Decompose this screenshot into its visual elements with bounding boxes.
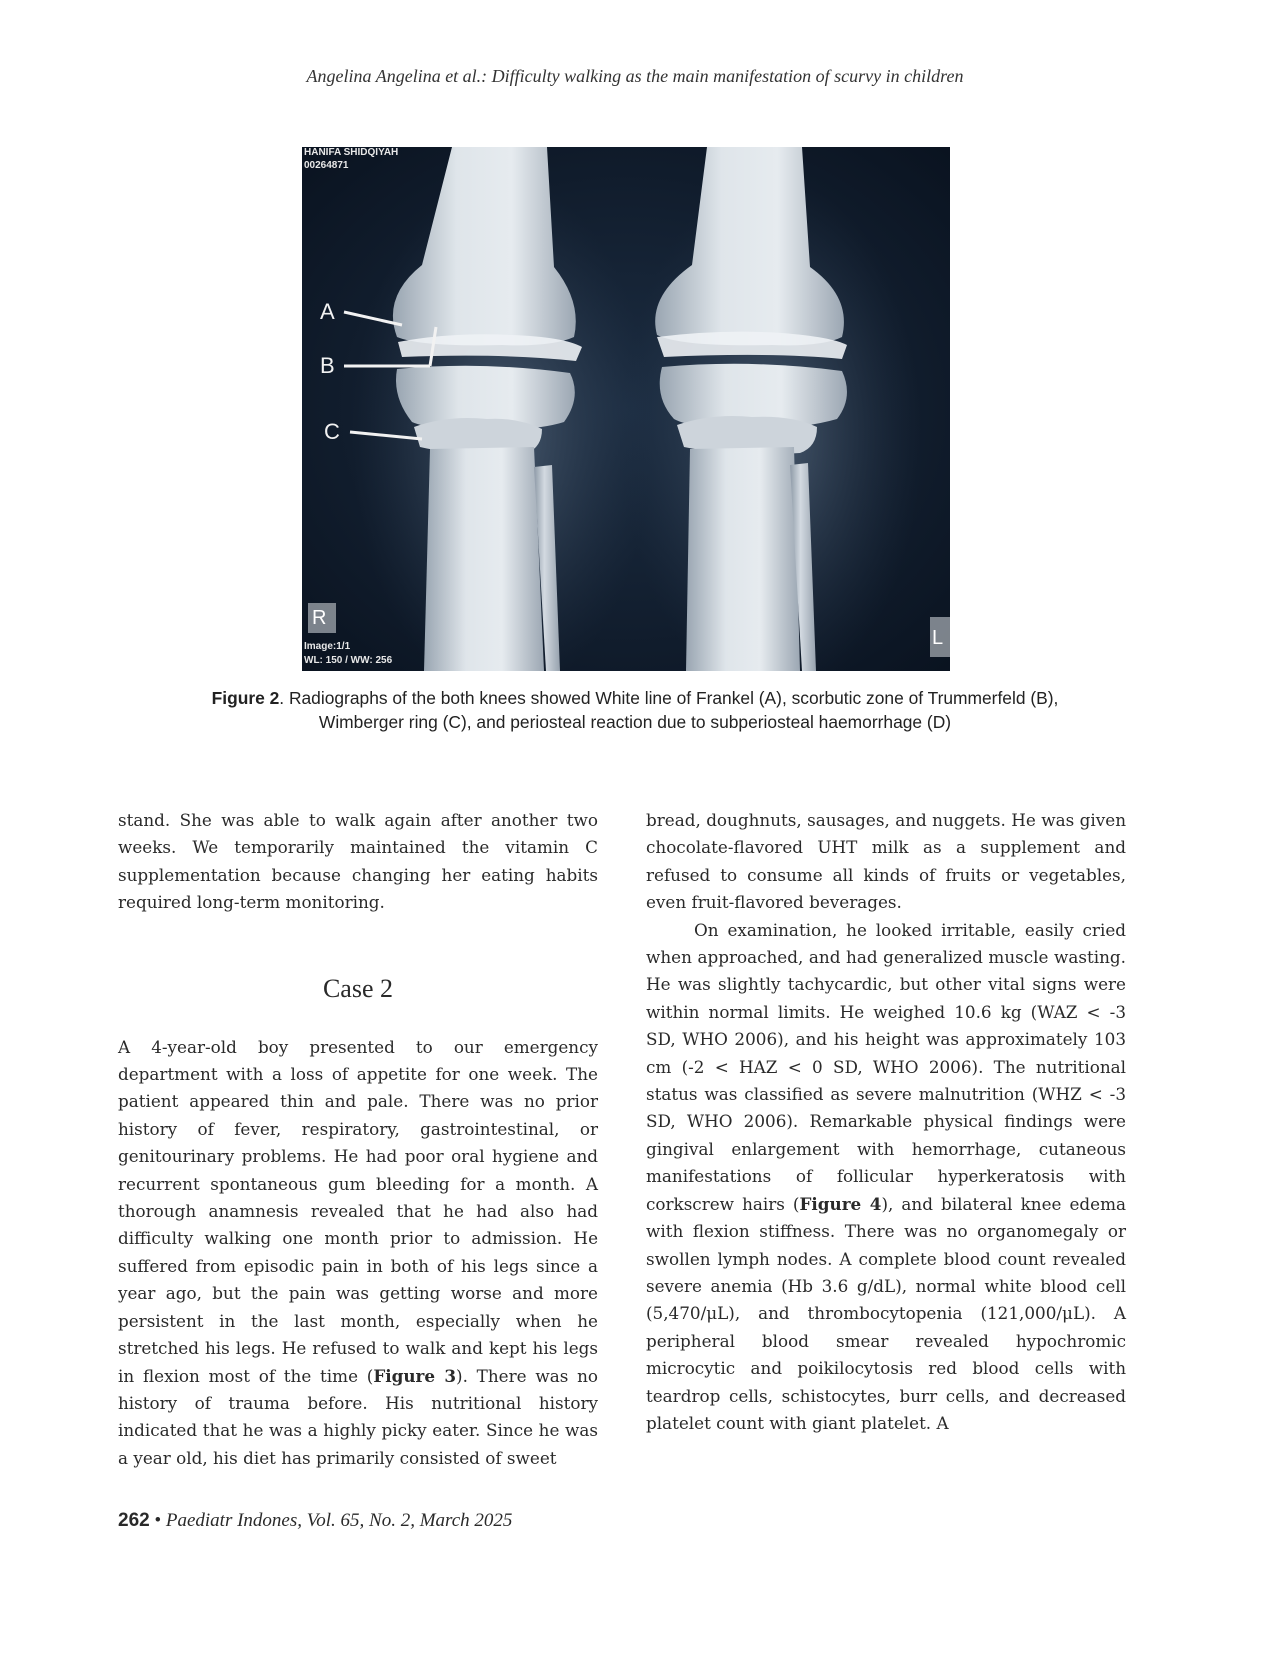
figure-3-reference[interactable]: Figure 3 <box>373 1365 457 1386</box>
right-column <box>646 807 1126 1437</box>
page-footer <box>118 1510 512 1532</box>
footer-separator: • <box>154 1510 162 1531</box>
page-number: 262 <box>118 1510 150 1531</box>
side-marker-right: R <box>312 607 327 629</box>
right-paragraph-2-text-a: On examination, he looked irritable, easily cried when approached, and had generalized muscle wasting. He was slightly tachycardic, but other vital signs were within normal limits. He weighed 10.6 kg (WAZ < -3 SD, WHO 2006), and his height was approximately 103 cm (-2 < HAZ < 0 SD, WHO 2006). The nutritional status was classified as severe malnutrition (WHZ < -3 SD, WHO 2006). Remarkable physical findings were gingival enlargement with hemorrhage, cutaneous manifestations of follicular hyperkeratosis with corkscrew hairs ( <box>646 919 1126 1214</box>
section-heading-case-2: Case 2 <box>322 973 394 1003</box>
left-column <box>118 807 598 1472</box>
marker-a: A <box>320 299 335 324</box>
right-paragraph-1: bread, doughnuts, sausages, and nuggets. He was given chocolate-flavored UHT milk as a supplement and refused to consume all kinds of fruits or vegetables, even fruit-flavored beverages. <box>646 810 1126 913</box>
image-info-overlay: Image:1/1 <box>304 641 351 652</box>
marker-b: B <box>320 353 335 378</box>
left-paragraph-2-text-a: A 4-year-old boy presented to our emergency department with a loss of appetite for one week. The patient appeared thin and pale. There was no prior history of fever, respiratory, gastrointestinal, or genitourinary problems. He had poor oral hygiene and recurrent spontaneous gum bleeding for a month. A thorough anamnesis revealed that he had also had difficulty walking one month prior to admission. He suffered from episodic pain in both of his legs since a year ago, but the pain was getting worse and more persistent in the last month, especially when he stretched his legs. He refused to walk and kept his legs in flexion most of the time ( <box>118 1036 598 1386</box>
marker-c: C <box>324 419 340 444</box>
figure-caption <box>210 686 1060 734</box>
journal-citation: Paediatr Indones, Vol. 65, No. 2, March 2025 <box>165 1510 513 1531</box>
left-paragraph-2-text-b: ). There was no history of trauma before. His nutritional history indicated that he was a highly picky eater. Since he was a year old, his diet has primarily consisted of sweet <box>118 1365 598 1468</box>
figure-caption-text: . Radiographs of the both knees showed White line of Frankel (A), scorbutic zone of Trummerfeld (B), Wimberger ring (C), and periosteal reaction due to subperiosteal haemorrhage (D) <box>279 688 1059 732</box>
patient-name-overlay: HANIFA SHIDQIYAH <box>304 147 399 158</box>
window-info-overlay: WL: 150 / WW: 256 <box>304 655 393 666</box>
left-paragraph-1: stand. She was able to walk again after another two weeks. We temporarily maintained the vitamin C supplementation because changing her eating habits required long-term monitoring. <box>118 810 598 913</box>
figure-caption-label: Figure 2 <box>211 688 280 708</box>
knee-radiograph-figure <box>302 147 950 671</box>
side-marker-left: L <box>932 627 944 649</box>
figure-4-reference[interactable]: Figure 4 <box>799 1193 882 1214</box>
right-paragraph-2 <box>646 917 1126 1438</box>
knee-radiograph-image <box>302 147 950 671</box>
right-paragraph-2-text-b: ), and bilateral knee edema with flexion stiffness. There was no organomegaly or swollen lymph nodes. A complete blood count revealed severe anemia (Hb 3.6 g/dL), normal white blood cell (5,470/μL), and thrombocytopenia (121,000/μL). A peripheral blood smear revealed hypochromic microcytic and poikilocytosis red blood cells with teardrop cells, schistocytes, burr cells, and decreased platelet count with giant platelet. A <box>646 1193 1127 1433</box>
running-head: Angelina Angelina et al.: Difficulty walking as the main manifestation of scurvy in children <box>306 66 964 86</box>
left-paragraph-2 <box>118 1034 598 1473</box>
patient-id-overlay: 00264871 <box>304 160 349 171</box>
